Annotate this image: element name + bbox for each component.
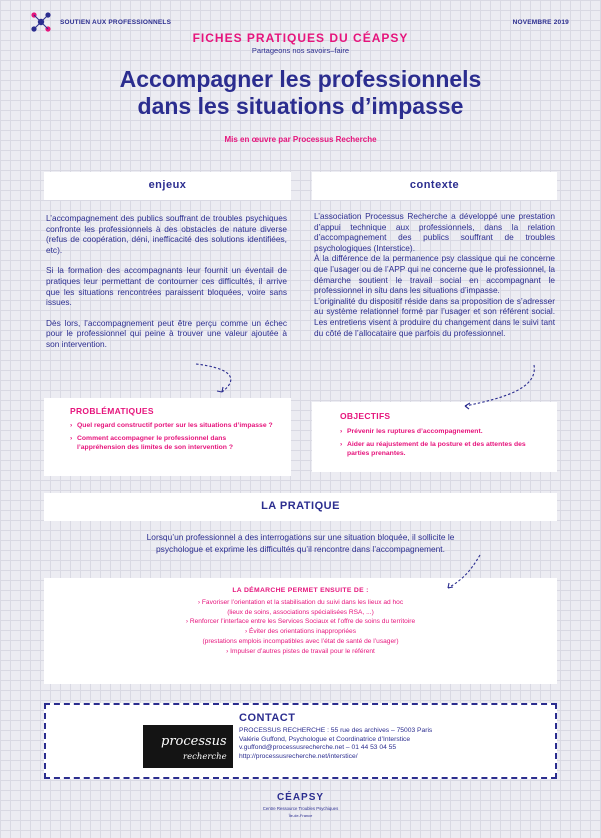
processus-recherche-logo — [143, 725, 233, 768]
page-title-line1: Accompagner les professionnels — [119, 66, 482, 92]
contact-email-phone[interactable]: v.guffond@processusrecherche.net – 01 44 53 04 55 — [239, 744, 397, 752]
contact-address: PROCESSUS RECHERCHE : 55 rue des archives – 75003 Paris — [239, 727, 433, 734]
contexte-paragraph: À la différence de la permanence psy classique qui ne concerne que l’usager ou de l’APP qui ne concerne que le professionnel, la démarche soutient le travail social en accompagnant le professionnel in situ dans les situations d’impasse. — [314, 253, 555, 296]
ceapsy-region: Île-de-France — [288, 813, 313, 818]
enjeux-paragraph: Dès lors, l’accompagnement peut être perçu comme un échec pour le professionnel qui peine à trouver une valeur ajoutée à son intervention. — [46, 317, 287, 349]
list-item: (prestations emplois incompatibles avec l’état de santé de l’usager) — [202, 637, 399, 645]
list-item: › Comment accompagner le professionnel dans l’appréhension des limites de son intervention ? — [70, 434, 273, 452]
list-item: › Prévenir les ruptures d’accompagnement. — [340, 427, 541, 436]
header-date: NOVEMBRE 2019 — [512, 19, 569, 26]
contact-details — [239, 727, 432, 761]
enjeux-title: enjeux — [148, 179, 187, 191]
problematiques-title: PROBLÉMATIQUES — [70, 406, 154, 416]
pratique-text-line1: Lorsqu’un professionnel a des interrogations sur une situation bloquée, il sollicite le — [146, 532, 455, 542]
series-title: FICHES PRATIQUES DU CÉAPSY — [192, 31, 409, 45]
byline: Mis en œuvre par Processus Recherche — [224, 135, 377, 144]
contexte-paragraph: L’association Processus Recherche a développé une prestation d’appui technique aux professionnels, dans la relation d’accompagnement des publics souffrant de troubles psychologiques (Interstice). — [314, 211, 555, 253]
contact-title: CONTACT — [239, 712, 296, 724]
enjeux-paragraph: L’accompagnement des publics souffrant de troubles psychiques confronte les professionnels à des obstacles de nature diverse (refus de coopération, déni, inefficacité des solutions identifiées, etc). — [46, 213, 287, 255]
logo-text-processus: processus — [161, 734, 227, 749]
tagline: Partageons nos savoirs–faire — [251, 46, 350, 55]
list-item: › Éviter des orientations inappropriées — [244, 628, 357, 636]
contexte-title: contexte — [409, 179, 460, 191]
list-item: › Impulser d’autres pistes de travail pour le référent — [226, 647, 375, 655]
logo-text-recherche: recherche — [183, 752, 227, 762]
contexte-paragraph: L’originalité du dispositif réside dans sa proposition de s’adresser au système relationnel formé par l’usager et son référent social. Les entretiens visent à produire du changement dans le suivi tant du côté de l’allocataire que parfois du professionnel. — [314, 295, 555, 338]
list-item: › Renforcer l’interface entre les Services Sociaux et l’offre de soins du territoire — [185, 618, 416, 626]
header-section-label: SOUTIEN AUX PROFESSIONNELS — [60, 19, 172, 26]
enjeux-paragraph: Si la formation des accompagnants leur fournit un éventail de pratiques leur permettant de contourner ces difficultés, il arrive que les situations rencontrées paraissent bloquées, voire sans issues. — [46, 265, 287, 308]
ceapsy-subtitle: Centre Ressource Troubles Psychiques — [262, 806, 339, 811]
list-item: › Favoriser l’orientation et la stabilisation du suivi dans les lieux ad hoc — [197, 599, 404, 606]
pratique-text-line2: psychologue et exprime les difficultés qu’il rencontre dans l’accompagnement. — [156, 543, 445, 554]
ceapsy-logo: CÉAPSY — [276, 792, 325, 803]
list-item: › Aider au réajustement de la posture et des attentes des parties prenantes. — [340, 440, 541, 458]
list-item: › Quel regard constructif porter sur les situations d’impasse ? — [70, 421, 273, 430]
list-item: (lieux de soins, associations spécialisées RSA, ...) — [227, 608, 374, 616]
contact-website-link[interactable]: http://processusrecherche.net/interstice/ — [239, 752, 358, 760]
objectifs-title: OBJECTIFS — [340, 411, 391, 421]
page-title-line2: dans les situations d’impasse — [137, 93, 464, 119]
contact-person: Valérie Guffond, Psychologue et Coordinatrice d’Interstice — [239, 735, 411, 743]
demarche-title: LA DÉMARCHE PERMET ENSUITE DE : — [232, 587, 369, 594]
pratique-title: LA PRATIQUE — [261, 500, 340, 512]
